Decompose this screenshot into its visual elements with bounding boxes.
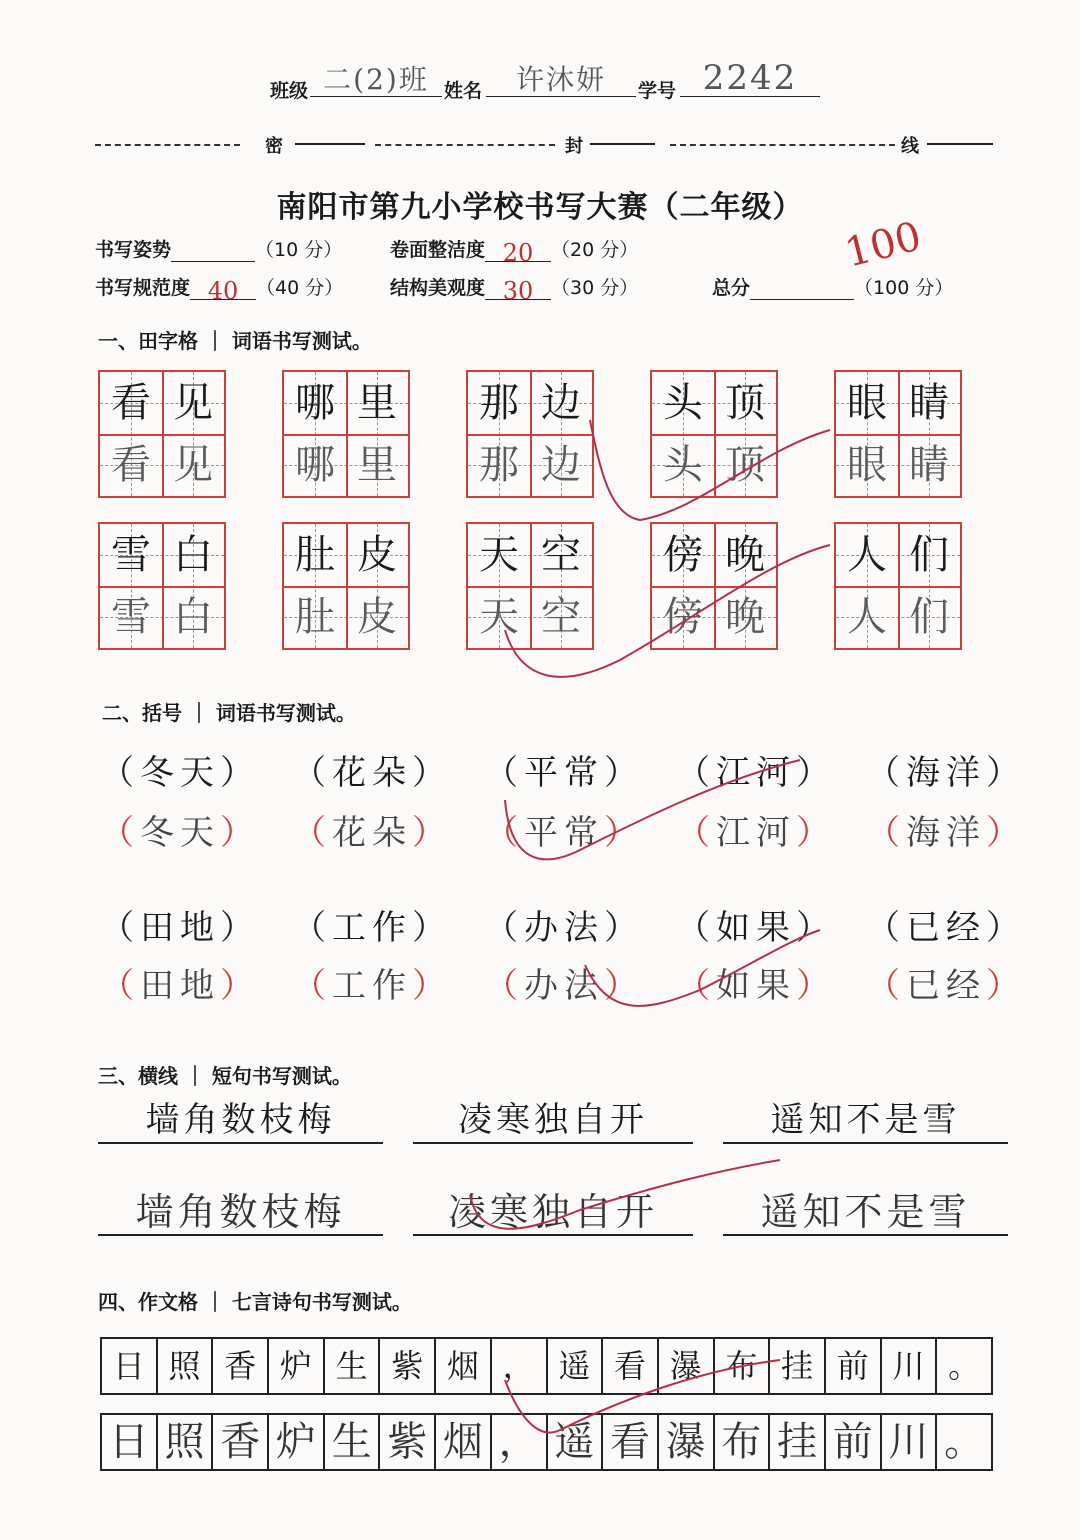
score-neatness-label: 卷面整洁度 (390, 239, 486, 261)
score-norm-field[interactable]: 40 (190, 277, 256, 300)
check-mark (505, 545, 830, 677)
model-char: 人 (847, 532, 887, 578)
model-line-2: 凌寒独自开 (413, 1098, 693, 1144)
page-title: 南阳市第九小学校书写大赛（二年级） (276, 190, 804, 225)
model-line-3: 遥知不是雪 (723, 1098, 1008, 1144)
model-char: 傍 (663, 532, 703, 578)
handwritten-char[interactable]: 那 (479, 442, 519, 488)
bracket-word-text: 田地 (140, 908, 220, 948)
model-char: 里 (357, 380, 397, 426)
score-beauty-field[interactable]: 30 (485, 277, 551, 300)
model-char: 哪 (295, 380, 335, 426)
score-norm-label: 书写规范度 (95, 277, 191, 299)
bracket-word-text: 办法 (524, 908, 604, 948)
handwritten-line-2[interactable]: 凌寒独自开 (413, 1190, 693, 1236)
bracket-word-text: 如果 (716, 908, 796, 948)
bracket-word-text: 海洋 (906, 813, 986, 853)
check-mark (505, 1360, 780, 1433)
close-paren: ） (412, 753, 452, 793)
open-paren: （ (100, 753, 140, 793)
bracket-word-text: 花朵 (332, 753, 412, 793)
model-grid-char: 香 (213, 1339, 269, 1393)
open-paren: （ (866, 908, 906, 948)
open-paren: （ (100, 908, 140, 948)
handwritten-char[interactable]: 边 (541, 442, 581, 488)
model-char: 头 (663, 380, 703, 426)
open-paren: （ (100, 966, 140, 1006)
seal-char-1: 密 (265, 136, 283, 157)
model-char: 那 (479, 380, 519, 426)
bracket-word-text: 工作 (332, 908, 412, 948)
score-beauty-label: 结构美观度 (390, 277, 486, 299)
open-paren: （ (484, 908, 524, 948)
close-paren: ） (986, 753, 1026, 793)
score-total-points: （100 分） (854, 277, 954, 299)
bracket-word-text: 平常 (524, 753, 604, 793)
handwritten-line-3[interactable]: 遥知不是雪 (723, 1190, 1008, 1236)
bracket-word-text: 海洋 (906, 753, 986, 793)
handwritten-char[interactable]: 肚 (295, 594, 335, 640)
score-norm-points: （40 分） (256, 277, 344, 299)
open-paren: （ (676, 813, 716, 853)
score-posture-points: （10 分） (255, 239, 343, 261)
class-field[interactable]: 二(2)班 (310, 58, 442, 97)
model-char: 晚 (725, 532, 765, 578)
handwritten-char[interactable]: 哪 (295, 442, 335, 488)
bracket-word-text: 江河 (716, 813, 796, 853)
name-field[interactable]: 许沐妍 (486, 58, 636, 97)
check-mark (590, 420, 830, 520)
model-grid-char: 紫 (380, 1339, 436, 1393)
close-paren: ） (604, 966, 644, 1006)
check-mark (470, 1160, 780, 1229)
model-grid-char: 挂 (770, 1339, 826, 1393)
close-paren: ） (220, 813, 260, 853)
close-paren: ） (220, 908, 260, 948)
handwritten-char[interactable]: 晚 (725, 594, 765, 640)
model-char: 看 (111, 380, 151, 426)
student-id-label: 学号 (638, 80, 677, 102)
handwritten-grid-char[interactable]: 川 (882, 1415, 938, 1469)
bracket-word-text: 冬天 (140, 813, 220, 853)
model-grid-char: 。 (948, 1347, 981, 1385)
total-score-handwritten: 100 (840, 213, 926, 277)
handwritten-grid-char[interactable]: 看 (603, 1415, 659, 1469)
open-paren: （ (866, 813, 906, 853)
score-beauty-points: （30 分） (551, 277, 639, 299)
model-char: 空 (541, 532, 581, 578)
model-char: 睛 (909, 380, 949, 426)
model-char: 白 (173, 532, 213, 578)
bracket-word-text: 花朵 (332, 813, 412, 853)
handwritten-char[interactable]: 顶 (725, 442, 765, 488)
seal-char-2: 封 (565, 136, 583, 157)
close-paren: ） (986, 966, 1026, 1006)
handwritten-char[interactable]: 空 (541, 594, 581, 640)
handwritten-grid-char[interactable]: 生 (325, 1415, 381, 1469)
model-grid-char: 前 (826, 1339, 882, 1393)
handwritten-char[interactable]: 白 (173, 594, 213, 640)
bracket-word-text: 田地 (140, 966, 220, 1006)
open-paren: （ (484, 813, 524, 853)
seal-char-3: 线 (901, 136, 919, 157)
handwritten-line-1[interactable]: 墙角数枝梅 (98, 1190, 383, 1236)
model-grid-char: 遥 (548, 1339, 604, 1393)
model-grid-char: 炉 (269, 1339, 325, 1393)
open-paren: （ (484, 966, 524, 1006)
bracket-word-text: 已经 (906, 966, 986, 1006)
open-paren: （ (292, 908, 332, 948)
handwritten-grid-char[interactable]: 瀑 (659, 1415, 715, 1469)
open-paren: （ (484, 753, 524, 793)
close-paren: ） (796, 966, 836, 1006)
bracket-word-text: 平常 (524, 813, 604, 853)
open-paren: （ (676, 908, 716, 948)
model-grid-char: 日 (102, 1339, 158, 1393)
handwritten-grid-char[interactable]: 挂 (770, 1415, 826, 1469)
model-char: 边 (541, 380, 581, 426)
close-paren: ） (412, 813, 452, 853)
handwritten-char[interactable]: 傍 (663, 594, 703, 640)
model-grid-char: 布 (715, 1339, 771, 1393)
section-3-title: 三、横线 ｜ 短句书写测试。 (98, 1064, 352, 1088)
open-paren: （ (676, 753, 716, 793)
close-paren: ） (796, 908, 836, 948)
name-label: 姓名 (444, 80, 483, 102)
section-4-title: 四、作文格 ｜ 七言诗句书写测试。 (98, 1290, 412, 1314)
handwritten-grid-char[interactable]: 照 (158, 1415, 214, 1469)
handwritten-char[interactable]: 们 (909, 594, 949, 640)
model-char: 们 (909, 532, 949, 578)
handwritten-grid-char[interactable]: 前 (826, 1415, 882, 1469)
model-grid-char: 生 (325, 1339, 381, 1393)
handwritten-grid-char[interactable]: 紫 (380, 1415, 436, 1469)
student-id-field[interactable]: 2242 (680, 58, 820, 97)
model-char: 顶 (725, 380, 765, 426)
open-paren: （ (292, 813, 332, 853)
handwritten-char[interactable]: 皮 (357, 594, 397, 640)
model-char: 天 (479, 532, 519, 578)
close-paren: ） (796, 753, 836, 793)
handwritten-char[interactable]: 睛 (909, 442, 949, 488)
model-grid-char: ， (492, 1339, 548, 1393)
handwritten-char[interactable]: 人 (847, 594, 887, 640)
open-paren: （ (100, 813, 140, 853)
close-paren: ） (796, 813, 836, 853)
handwritten-char[interactable]: 头 (663, 442, 703, 488)
open-paren: （ (866, 966, 906, 1006)
bracket-word-text: 已经 (906, 908, 986, 948)
model-grid-char: 瀑 (659, 1339, 715, 1393)
handwritten-char[interactable]: 见 (173, 442, 213, 488)
class-label: 班级 (270, 80, 309, 102)
handwritten-grid-char[interactable]: 布 (715, 1415, 771, 1469)
score-posture-label: 书写姿势 (95, 239, 172, 261)
model-grid-char: 烟 (436, 1339, 492, 1393)
model-grid-char: 照 (158, 1339, 214, 1393)
handwritten-grid-char[interactable]: 烟 (436, 1415, 492, 1469)
score-neatness-points: （20 分） (551, 239, 639, 261)
model-char: 见 (173, 380, 213, 426)
handwritten-char[interactable]: 看 (111, 442, 151, 488)
check-mark (585, 930, 820, 1006)
open-paren: （ (866, 753, 906, 793)
model-char: 眼 (847, 380, 887, 426)
model-grid-char: 川 (882, 1339, 938, 1393)
handwritten-char[interactable]: 眼 (847, 442, 887, 488)
handwritten-char[interactable]: 里 (357, 442, 397, 488)
close-paren: ） (220, 753, 260, 793)
open-paren: （ (676, 966, 716, 1006)
bracket-word-text: 工作 (332, 966, 412, 1006)
handwritten-grid-char[interactable]: 。 (944, 1419, 985, 1465)
close-paren: ） (604, 908, 644, 948)
close-paren: ） (986, 908, 1026, 948)
close-paren: ） (220, 966, 260, 1006)
open-paren: （ (292, 966, 332, 1006)
close-paren: ） (412, 908, 452, 948)
bracket-word-text: 办法 (524, 966, 604, 1006)
model-char: 肚 (295, 532, 335, 578)
bracket-word-text: 江河 (716, 753, 796, 793)
close-paren: ） (604, 813, 644, 853)
close-paren: ） (412, 966, 452, 1006)
section-2-title: 二、括号 ｜ 词语书写测试。 (102, 701, 356, 725)
check-mark (505, 760, 800, 859)
handwritten-char[interactable]: 天 (479, 594, 519, 640)
model-char: 皮 (357, 532, 397, 578)
handwritten-char[interactable]: 雪 (111, 594, 151, 640)
handwritten-grid-char[interactable]: 香 (213, 1415, 269, 1469)
handwritten-grid-char[interactable]: 遥 (548, 1415, 604, 1469)
model-line-1: 墙角数枝梅 (98, 1098, 383, 1144)
handwritten-grid-char[interactable]: ， (492, 1415, 548, 1469)
handwritten-grid-char[interactable]: 炉 (269, 1415, 325, 1469)
close-paren: ） (986, 813, 1026, 853)
bracket-word-text: 冬天 (140, 753, 220, 793)
score-neatness-field[interactable]: 20 (485, 239, 551, 262)
close-paren: ） (604, 753, 644, 793)
bracket-word-text: 如果 (716, 966, 796, 1006)
section-1-title: 一、田字格 ｜ 词语书写测试。 (98, 329, 372, 353)
open-paren: （ (292, 753, 332, 793)
score-total-label: 总分 (712, 277, 751, 299)
model-char: 雪 (111, 532, 151, 578)
model-grid-char: 看 (603, 1339, 659, 1393)
handwritten-grid-char[interactable]: 日 (102, 1415, 158, 1469)
